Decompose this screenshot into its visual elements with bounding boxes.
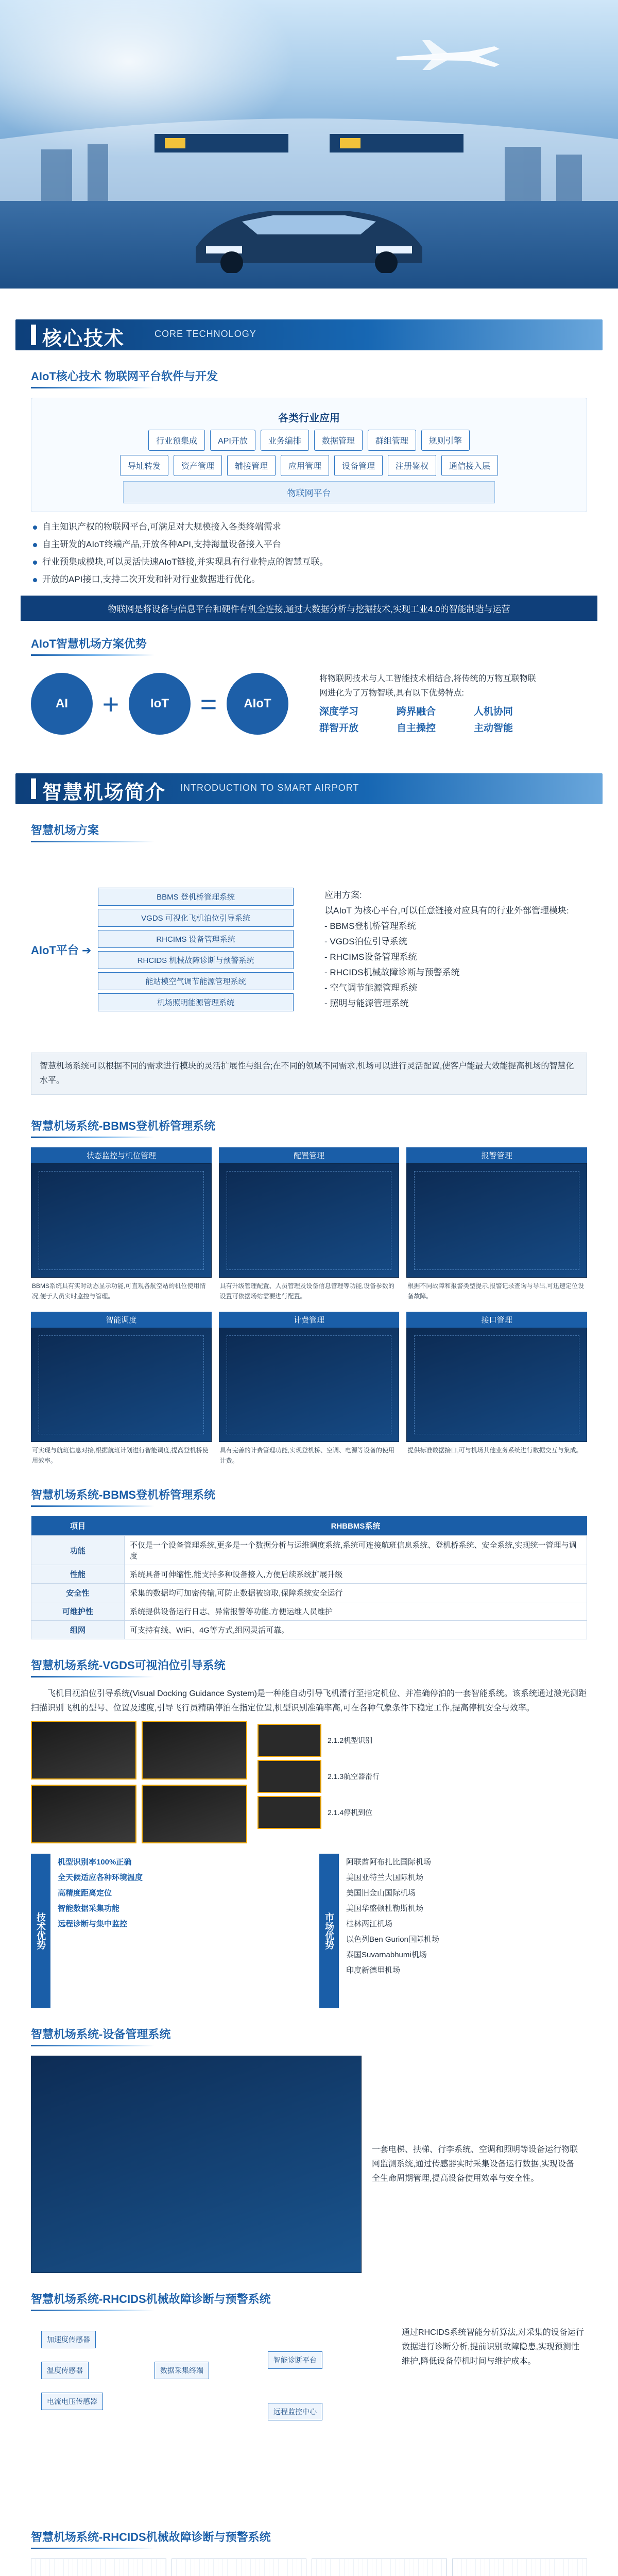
table-key: 组网 (31, 1621, 125, 1639)
market-item: 桂林两江机场 (346, 1920, 393, 1928)
tech-advantage-text: 远程诊断与集中监控 (58, 1920, 128, 1928)
stack-chip: API开放 (210, 430, 255, 451)
application-item: - VGDS泊位引导系统 (324, 934, 569, 950)
title-underline (31, 654, 154, 656)
stack-chip: 业务编排 (261, 430, 309, 451)
flow-node: 数据采集终端 (154, 2362, 209, 2379)
market-item: 美国旧金山国际机场 (346, 1889, 416, 1897)
stack-row-1 (40, 430, 578, 451)
screenshot-caption: 智能调度 (31, 1312, 212, 1328)
screenshot-image (31, 1328, 212, 1442)
application-item: - RHCIDS机械故障诊断与预警系统 (324, 965, 569, 980)
module-item: RHCIDS 机械故障诊断与预警系统 (98, 951, 294, 969)
title-underline (31, 2045, 154, 2046)
screenshot-caption: 接口管理 (406, 1312, 587, 1328)
waveform-chart (452, 2558, 588, 2576)
display-panel (258, 1796, 321, 1829)
screenshot-card (406, 1312, 587, 1469)
screenshot-text: BBMS系统具有实时动态显示功能,可直观各航空站的机位使用情况,便于人员实时监控与管理。 (32, 1282, 206, 1300)
aiot-core-title (31, 361, 587, 393)
vgds-title-text: 智慧机场系统-VGDS可视泊位引导系统 (31, 1659, 226, 1672)
vgds-title (31, 1650, 587, 1682)
rhcids-title-2 (31, 2521, 587, 2553)
market-advantages (319, 1854, 587, 2008)
waveform-chart (312, 2558, 447, 2576)
stack-title: 各类行业应用 (278, 413, 340, 424)
screenshot-text: 根据不同故障和报警类型提示,报警记录查询与导出,可迅速定位设备故障。 (407, 1282, 584, 1300)
advantage-tag: 跨界融合 (397, 706, 436, 717)
stack-chip: 通信接入层 (441, 455, 498, 476)
stack-chip: 应用管理 (281, 455, 329, 476)
module-item: BBMS 登机桥管理系统 (98, 888, 294, 906)
screenshot-text: 提供标准数据接口,可与机场其他业务系统进行数据交互与集成。 (407, 1447, 582, 1454)
vgds-mode (258, 1760, 546, 1793)
car-illustration (185, 185, 433, 273)
section-title-zh: 智慧机场简介 (42, 782, 166, 804)
module-item: RHCIMS 设备管理系统 (98, 930, 294, 948)
aiot-icon: AIoT (227, 673, 288, 735)
table-key: 性能 (31, 1565, 125, 1584)
advantage-tags (319, 705, 541, 736)
vgds-mode (258, 1796, 546, 1829)
screenshot-caption: 计费管理 (219, 1312, 400, 1328)
screenshot-caption: 状态监控与机位管理 (31, 1147, 212, 1163)
vgds-advantages (31, 1854, 587, 2008)
smart-airport-header (0, 758, 618, 815)
rhcids-title (31, 2283, 587, 2315)
tech-advantage-text: 全天候适应各种环境温度 (58, 1873, 143, 1882)
stack-row-2 (40, 455, 578, 476)
section-title-en: INTRODUCTION TO SMART AIRPORT (180, 783, 359, 793)
flow-node: 温度传感器 (41, 2362, 89, 2379)
stack-chip: 规则引擎 (421, 430, 470, 451)
screenshot-card (219, 1312, 400, 1469)
rhcims-screenshot (31, 2056, 362, 2273)
tech-advantage-item (31, 1887, 299, 1900)
bbms-spec-table (31, 1516, 587, 1639)
rhcims-title-text: 智慧机场系统-设备管理系统 (31, 2028, 171, 2041)
stack-chip: 注册鉴权 (388, 455, 436, 476)
title-underline (31, 2548, 154, 2549)
flow-node: 智能诊断平台 (268, 2351, 322, 2369)
tech-advantage-text: 智能数据采集功能 (58, 1904, 120, 1913)
vgds-visuals (31, 1721, 587, 1843)
bullet-item: 自主研发的AIoT终端产品,开放各种API,支持海量设备接入平台 (31, 536, 587, 553)
table-row (31, 1536, 587, 1565)
market-advantages-title: 市场优势 (319, 1854, 339, 2008)
vgds-photos (31, 1721, 247, 1843)
rhcids-title-2-text: 智慧机场系统-RHCIDS机械故障诊断与预警系统 (31, 2531, 271, 2544)
table-header-row (31, 1516, 587, 1536)
table-value: 系统提供设备运行日志、异常报警等功能,方便运维人员维护 (125, 1602, 587, 1621)
advantage-tag: 群智开放 (319, 723, 359, 734)
vgds-photo (31, 1721, 136, 1780)
advantages-desc (319, 672, 541, 736)
rhcids-title-text: 智慧机场系统-RHCIDS机械故障诊断与预警系统 (31, 2293, 271, 2306)
plus-icon: + (102, 687, 119, 720)
stack-chip: 行业预集成 (148, 430, 205, 451)
screenshot-image (406, 1163, 587, 1278)
screenshot-text: 可实现与航班信息对接,根据航班计划进行智能调度,提高登机桥使用效率。 (32, 1447, 209, 1464)
tech-advantage-text: 高精度距离定位 (58, 1889, 112, 1897)
bbms-title-text: 智慧机场系统-BBMS登机桥管理系统 (31, 1120, 216, 1132)
market-item: 以色列Ben Gurion国际机场 (346, 1935, 439, 1944)
vgds-photo (31, 1785, 136, 1843)
core-tech-header (0, 304, 618, 361)
scheme-title-text: 智慧机场方案 (31, 824, 99, 837)
ai-icon: AI (31, 673, 93, 735)
screenshot-image (406, 1328, 587, 1442)
airplane-icon (391, 36, 505, 72)
market-item: 阿联酋阿布扎比国际机场 (346, 1858, 432, 1867)
table-row (31, 1602, 587, 1621)
application-item: - 照明与能源管理系统 (324, 996, 569, 1011)
vgds-paragraph: 飞机目视泊位引导系统(Visual Docking Guidance System)是一种能自动引导飞机滑行至指定机位、并准确停泊的一套智能系统。该系统通过激光测距扫描识别飞机的型号、位置及速度,引导飞行员精确停泊在指定位置,机型识别准确率高,可在各种气象条件下稳定工作,提高停机安全与效率。 (31, 1689, 587, 1713)
market-item: 美国华盛顿杜勒斯机场 (346, 1904, 424, 1913)
rhcims-panel (31, 2056, 587, 2273)
waveform-chart (171, 2558, 307, 2576)
stack-chip: 导址转发 (120, 455, 168, 476)
bbms-table-title (31, 1479, 587, 1511)
stack-base: 物联网平台 (123, 481, 495, 503)
screenshot-caption: 配置管理 (219, 1147, 400, 1163)
vgds-mode-label: 2.1.2机型识别 (328, 1736, 373, 1744)
application-title: 应用方案: (324, 890, 362, 900)
vgds-photo (142, 1721, 247, 1780)
advantages-title (31, 628, 587, 660)
title-underline (31, 387, 154, 388)
table-value: 采集的数据均可加密传输,可防止数据被窃取,保障系统安全运行 (125, 1584, 587, 1602)
screenshot-card (31, 1312, 212, 1469)
screenshot-text: 具有升级管理配置、人员管理及设备信息管理等功能,设备参数的设置可依据场站需要进行配置。 (219, 1282, 394, 1300)
tech-advantage-item (31, 1856, 299, 1869)
stack-chip: 资产管理 (174, 455, 222, 476)
waveform-chart (31, 2558, 166, 2576)
table-value: 系统具备可伸缩性,能支持多种设备接入,方便后续系统扩展升级 (125, 1565, 587, 1584)
scheme-diagram (31, 857, 587, 1042)
stack-chip: 数据管理 (314, 430, 363, 451)
vgds-modes (258, 1721, 546, 1843)
scheme-note: 智慧机场系统可以根据不同的需求进行模块的灵活扩展性与组合;在不同的领域不同需求,机场可以进行灵活配置,使客户能最大效能提高机场的智慧化水平。 (31, 1053, 587, 1095)
screenshot-card (406, 1147, 587, 1304)
flow-node: 加速度传感器 (41, 2331, 96, 2348)
rhcids-flow (31, 2320, 587, 2516)
module-item: 机场照明能源管理系统 (98, 993, 294, 1011)
rhcims-desc: 一套电梯、扶梯、行李系统、空调和照明等设备运行物联网监测系统,通过传感器实时采集设备运行数据,实现设备全生命周期管理,提高设备使用效率与安全性。 (372, 2145, 578, 2183)
bbms-title (31, 1110, 587, 1142)
title-underline (31, 1137, 154, 1138)
market-item: 泰国Suvarnabhumi机场 (346, 1951, 427, 1959)
table-row (31, 1565, 587, 1584)
iot-banner: 物联网是将设备与信息平台和硬件有机全连接,通过大数据分析与挖掘技术,实现工业4.0的智能制造与运营 (21, 596, 597, 621)
table-header: RHBBMS系统 (125, 1516, 587, 1536)
module-item: 能站模空气调节能源管理系统 (98, 972, 294, 990)
rhcids-charts (31, 2558, 587, 2576)
screenshot-image (219, 1328, 400, 1442)
title-underline (31, 1676, 154, 1677)
flow-node: 远程监控中心 (268, 2403, 322, 2420)
rhcids-desc: 通过RHCIDS系统智能分析算法,对采集的设备运行数据进行诊断分析,提前识别故障隐患,实现预测性维护,降低设备停机时间与维护成本。 (402, 2328, 584, 2366)
tech-advantage-item (31, 1871, 299, 1885)
table-value: 可支持有线、WiFi、4G等方式,组网灵活可靠。 (125, 1621, 587, 1639)
screenshot-text: 具有完善的计费管理功能,实现登机桥、空调、电源等设备的使用计费。 (219, 1447, 394, 1464)
display-panel (258, 1724, 321, 1757)
screenshot-card (31, 1147, 212, 1304)
screenshot-image (219, 1163, 400, 1278)
title-underline (31, 841, 154, 842)
scheme-title (31, 815, 587, 846)
advantages-title-text: AIoT智慧机场方案优势 (31, 637, 147, 650)
table-value: 不仅是一个设备管理系统,更多是一个数据分析与运维调度系统,系统可连接航班信息系统、登机桥系统、安全系统,实现统一管理与调度 (125, 1536, 587, 1565)
table-key: 可维护性 (31, 1602, 125, 1621)
bbms-table-title-text: 智慧机场系统-BBMS登机桥管理系统 (31, 1488, 216, 1501)
advantage-tag: 深度学习 (319, 706, 359, 717)
application-desc: 以AIoT 为核心平台,可以任意链接对应具有的行业外部管理模块: (324, 906, 569, 916)
application-list (324, 888, 569, 1011)
core-bullets (31, 518, 587, 588)
advantages-row (31, 665, 587, 742)
stack-chip: 设备管理 (334, 455, 383, 476)
tech-advantage-item (31, 1918, 299, 1931)
advantage-tag: 人机协同 (474, 706, 513, 717)
header-bar (31, 778, 36, 799)
table-key: 功能 (31, 1536, 125, 1565)
platform-stack (31, 398, 587, 512)
table-row (31, 1584, 587, 1602)
stack-chip: 群组管理 (368, 430, 416, 451)
vgds-mode-label: 2.1.4停机到位 (328, 1808, 373, 1817)
aiot-platform-label: AIoT平台 ➔ (31, 943, 92, 957)
screenshot-image (31, 1163, 212, 1278)
rhcims-title (31, 2019, 587, 2050)
market-item: 美国亚特兰大国际机场 (346, 1873, 424, 1882)
market-item: 印度新德里机场 (346, 1966, 401, 1975)
stack-chip: 辅接管理 (227, 455, 276, 476)
application-item: - BBMS登机桥管理系统 (324, 919, 569, 934)
application-item: - RHCIMS设备管理系统 (324, 950, 569, 965)
application-item: - 空气调节能源管理系统 (324, 980, 569, 996)
module-list (98, 885, 294, 1014)
screenshot-caption: 报警管理 (406, 1147, 587, 1163)
table-key: 安全性 (31, 1584, 125, 1602)
flow-node: 电流电压传感器 (41, 2393, 103, 2410)
display-panel (258, 1760, 321, 1793)
iot-icon: IoT (129, 673, 191, 735)
tech-advantage-item (31, 1902, 299, 1916)
table-header: 项目 (31, 1516, 125, 1536)
bullet-item: 行业预集成模块,可以灵活快速AIoT链接,并实现具有行业特点的智慧互联。 (31, 553, 587, 571)
equals-icon: = (200, 687, 217, 720)
module-item: VGDS 可视化飞机泊位引导系统 (98, 909, 294, 927)
advantages-desc-text: 将物联网技术与人工智能技术相结合,将传统的万物互联物联网进化为了万物智联,具有以下优势特点: (319, 674, 536, 698)
bullet-item: 开放的API接口,支持二次开发和针对行业数据进行优化。 (31, 571, 587, 588)
section-title-en: CORE TECHNOLOGY (154, 329, 256, 339)
vgds-photo (142, 1785, 247, 1843)
tech-advantages-title: 技术优势 (31, 1854, 50, 2008)
header-bar (31, 325, 36, 345)
section-title-zh: 核心技术 (42, 328, 125, 350)
title-underline (31, 1505, 154, 1507)
screenshot-card (219, 1147, 400, 1304)
tech-advantage-text: 机型识别率100%正确 (58, 1858, 132, 1867)
vgds-mode-label: 2.1.3航空器滑行 (328, 1772, 380, 1781)
advantage-tag: 主动智能 (474, 723, 513, 734)
aiot-core-title-text: AIoT核心技术 物联网平台软件与开发 (31, 370, 218, 383)
hero-banner (0, 0, 618, 289)
title-underline (31, 2310, 154, 2311)
bbms-screenshots (31, 1147, 587, 1469)
table-row (31, 1621, 587, 1639)
bullet-item: 自主知识产权的物联网平台,可满足对大规模接入各类终端需求 (31, 518, 587, 536)
advantage-tag: 自主操控 (397, 723, 436, 734)
tech-advantages (31, 1854, 299, 2008)
vgds-mode (258, 1724, 546, 1757)
